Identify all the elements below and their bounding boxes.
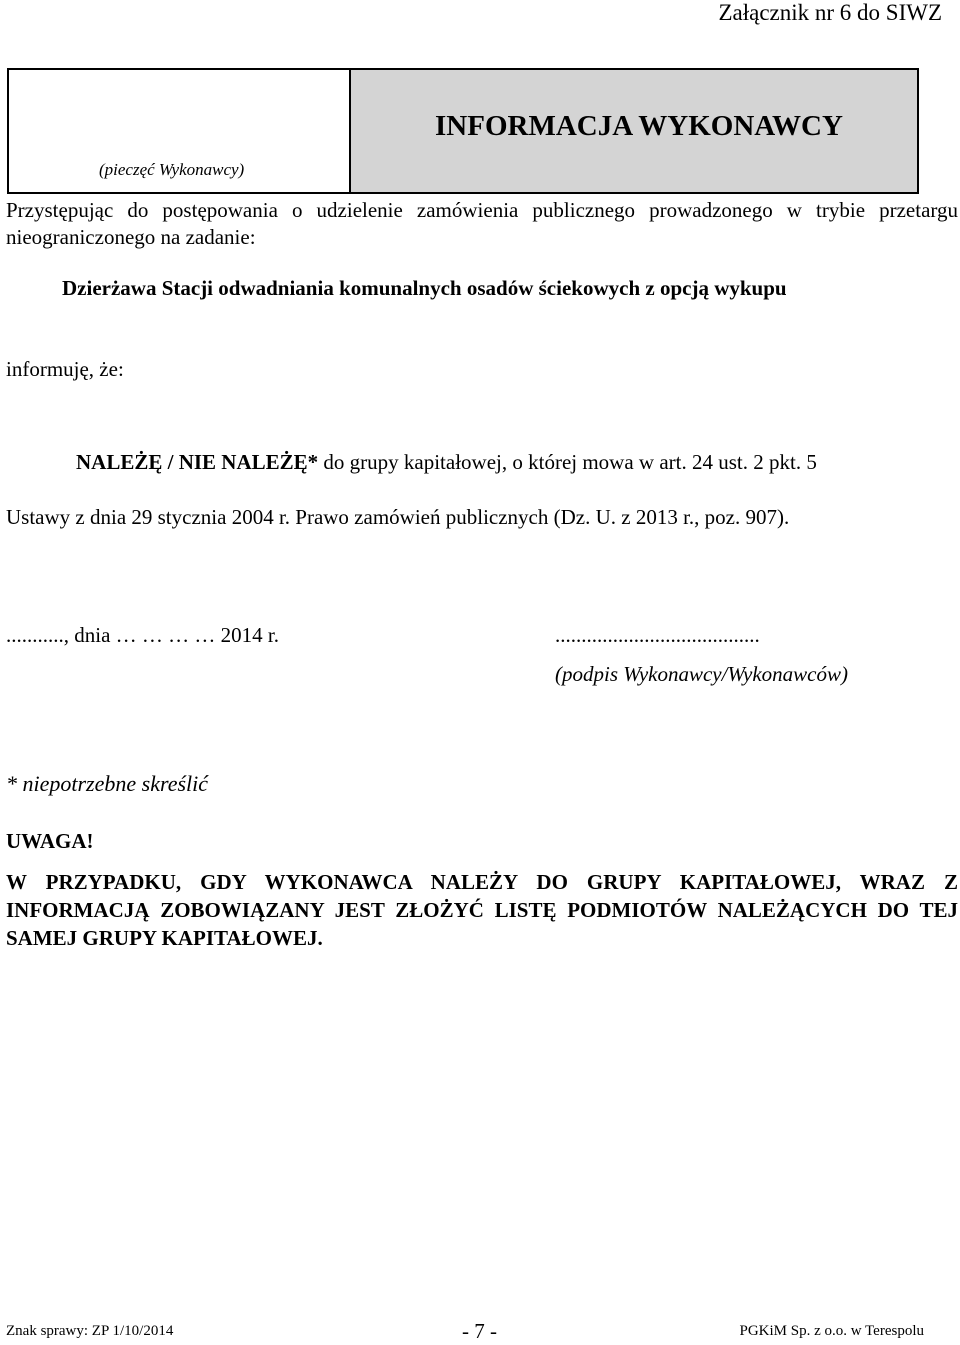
stamp-cell <box>9 70 351 192</box>
signature-caption: (podpis Wykonawcy/Wykonawców) <box>555 662 848 686</box>
footer-org: PGKiM Sp. z o.o. w Terespolu <box>739 1323 924 1339</box>
place-date: ..........., dnia … … … … 2014 r. <box>6 623 279 647</box>
header-table <box>7 68 919 194</box>
title-cell <box>351 70 917 192</box>
task-name: Dzierżawa Stacji odwadniania komunalnych osadów ściekowych z opcją wykupu <box>62 276 787 300</box>
annex-label: Załącznik nr 6 do SIWZ <box>718 0 942 25</box>
statement-line-1-rest: do grupy kapitałowej, o której mowa w art. 24 ust. 2 pkt. 5 <box>318 450 817 474</box>
inform-line: informuję, że: <box>6 357 124 381</box>
signature-dots: ....................................... <box>555 623 760 647</box>
statement-line-1 <box>76 450 817 475</box>
statement-line-2: Ustawy z dnia 29 stycznia 2004 r. Prawo zamówień publicznych (Dz. U. z 2013 r., poz. 907). <box>6 505 790 529</box>
footer-page-number: - 7 - <box>462 1319 497 1343</box>
footer-case-ref: Znak sprawy: ZP 1/10/2014 <box>6 1323 174 1339</box>
document-title: INFORMACJA WYKONAWCY <box>435 110 843 142</box>
warning-text: W PRZYPADKU, GDY WYKONAWCA NALEŻY DO GRUPY KAPITAŁOWEJ, WRAZ Z INFORMACJĄ ZOBOWIĄZANY JEST ZŁOŻYĆ LISTĘ PODMIOTÓW NALEŻĄCYCH DO TEJ SAMEJ GRUPY KAPITAŁOWEJ. <box>6 870 958 950</box>
footnote: * niepotrzebne skreślić <box>6 771 209 796</box>
stamp-caption: (pieczęć Wykonawcy) <box>99 160 245 179</box>
membership-options: NALEŻĘ / NIE NALEŻĘ* <box>76 450 319 474</box>
warning-heading: UWAGA! <box>6 829 94 853</box>
intro-paragraph: Przystępując do postępowania o udzielenie zamówienia publicznego prowadzonego w trybie przetargu nieograniczonego na zadanie: <box>6 198 958 249</box>
